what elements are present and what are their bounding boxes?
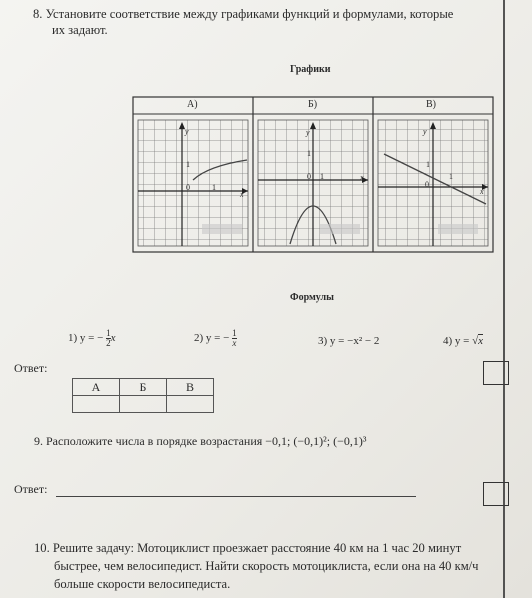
panel-a-one-y: 1 xyxy=(186,160,190,169)
panel-b-one-x: 1 xyxy=(320,172,324,181)
graph-panel-a xyxy=(138,120,248,246)
panel-a-x-label: x xyxy=(240,190,244,199)
answer-header-a: А xyxy=(73,379,120,396)
formula-1: 1) y = − $\frac{1}{2}$ x xyxy=(68,328,116,348)
task9-answer-label: Ответ: xyxy=(14,482,48,496)
panel-label-c: В) xyxy=(426,99,436,110)
task9-score-box[interactable] xyxy=(483,482,509,506)
panel-b-zero: 0 xyxy=(307,172,311,181)
panel-c-one-y: 1 xyxy=(426,160,430,169)
margin-rule xyxy=(503,0,505,598)
formula-3: 3) y = −x² − 2 xyxy=(318,335,380,347)
task9-answer-line[interactable] xyxy=(56,496,416,497)
panel-a-y-label: y xyxy=(185,127,189,136)
answer-cell-c[interactable] xyxy=(167,396,214,413)
graph-panel-c xyxy=(378,120,488,246)
formulas-title: Формулы xyxy=(290,292,334,303)
panel-b-x-label: x xyxy=(360,173,364,182)
task10-text-line1: 10. Решите задачу: Мотоциклист проезжает расстояние 40 км на 1 час 20 минут xyxy=(34,541,462,555)
task8-score-box[interactable] xyxy=(483,361,509,385)
task8-text-line2: их задают. xyxy=(52,23,108,37)
task8-text-line1: 8. Установите соответствие между графиками функций и формулами, которые xyxy=(33,7,454,21)
panel-b-y-label: y xyxy=(306,128,310,137)
task10-text-line3: больше скорости велосипедиста. xyxy=(54,577,231,591)
panel-b-one-y: 1 xyxy=(307,149,311,158)
answer-header-b: Б xyxy=(120,379,167,396)
answer-cell-a[interactable] xyxy=(73,396,120,413)
graph-panel-b xyxy=(258,120,368,246)
task8-answer-label: Ответ: xyxy=(14,361,48,375)
answer-cell-b[interactable] xyxy=(120,396,167,413)
panel-c-zero: 0 xyxy=(425,180,429,189)
answer-header-c: В xyxy=(167,379,214,396)
graphs-title: Графики xyxy=(290,64,331,75)
panel-label-a: А) xyxy=(187,99,198,110)
panel-c-one-x: 1 xyxy=(449,172,453,181)
panel-c-x-label: x xyxy=(480,187,484,196)
formula-4: 4) y = √x xyxy=(443,335,484,347)
task9-text: 9. Расположите числа в порядке возрастания −0,1; (−0,1)²; (−0,1)³ xyxy=(34,434,367,448)
panel-a-one-x: 1 xyxy=(212,183,216,192)
task10-text-line2: быстрее, чем велосипедист. Найти скорость мотоциклиста, если она на 40 км/ч xyxy=(54,559,479,573)
panel-label-b: Б) xyxy=(308,99,318,110)
panel-c-y-label: y xyxy=(423,127,427,136)
graphs-figure xyxy=(132,96,494,253)
formula-2: 2) y = − $\frac{1}{x}$ xyxy=(194,328,237,348)
task8-answer-table xyxy=(72,378,214,413)
panel-a-zero: 0 xyxy=(186,183,190,192)
